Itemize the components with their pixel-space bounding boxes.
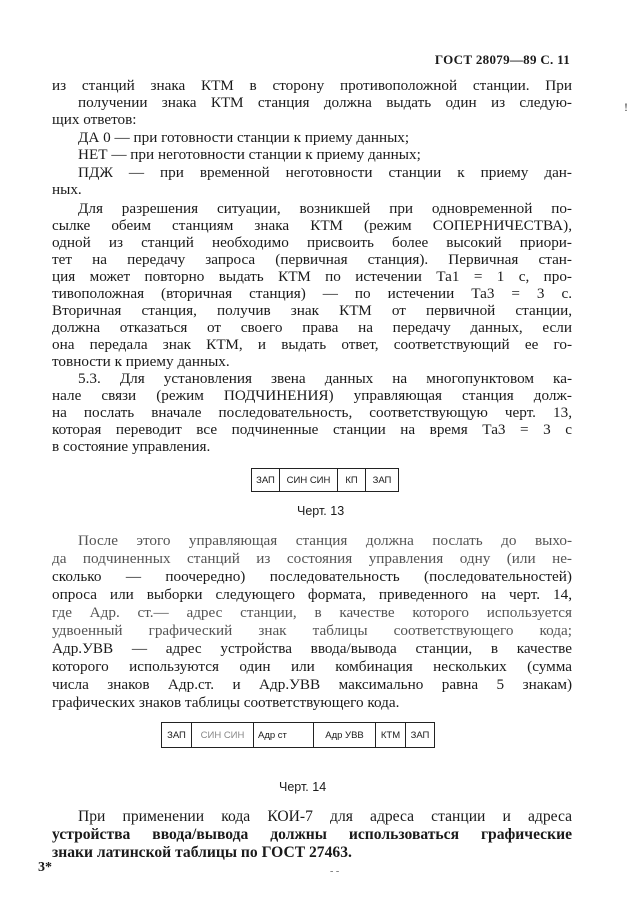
frame-cell-zap: ЗАП	[162, 723, 192, 747]
text-line: получении знака КТМ станция должна выдать один из следую-	[78, 94, 572, 111]
text-line: должна отказаться от своего права на передачу данных, если	[52, 319, 572, 336]
scan-artifact: - -	[330, 866, 340, 877]
text-line: на послать вначале последовательность, соответствующую черт. 13,	[52, 404, 572, 421]
frame-diagram-13	[251, 468, 399, 492]
text-line: сколько — поочередно) последовательность (последовательностей)	[52, 568, 572, 585]
text-line: устройства ввода/вывода должны использоваться графические	[52, 826, 572, 843]
margin-mark: !	[624, 100, 628, 114]
text-line: из станций знака КТМ в сторону противоположной станции. При	[52, 77, 572, 94]
figure-caption: Черт. 14	[279, 780, 327, 794]
text-line: она передала знак КТМ, и выдать ответ, соответствующий ее го-	[52, 336, 572, 353]
text-line: При применении кода КОИ-7 для адреса станции и адреса	[78, 808, 572, 825]
text-line: щих ответов:	[52, 111, 137, 128]
text-line: 5.3. Для установления звена данных на многопунктовом ка-	[78, 370, 572, 387]
text-line: знаки латинской таблицы по ГОСТ 27463.	[52, 844, 352, 861]
frame-cell-sin-sin: СИН СИН	[280, 469, 338, 491]
frame-cell-ktm: КТМ	[376, 723, 406, 747]
frame-cell-device-address: Адр УВВ	[314, 723, 376, 747]
frame-cell-zap: ЗАП	[252, 469, 280, 491]
text-line: тивоположная (вторичная станция) — по истечении Та3 = 3 с.	[52, 285, 572, 302]
frame-cell-zap: ЗАП	[410, 729, 430, 741]
frame-cell-zap: ЗАП	[372, 474, 392, 486]
figure-caption: Черт. 13	[297, 504, 345, 518]
text-line: графических знаков таблицы соответствующего кода.	[52, 694, 400, 711]
frame-cell-kp: КП	[338, 469, 366, 491]
text-line: ция может повторно выдать КТМ по истечении Та1 = 1 с, про-	[52, 268, 572, 285]
page-header: ГОСТ 28079—89 С. 11	[434, 52, 570, 67]
text-line: которая переводит все подчиненные станции на время Та3 = 3 с	[52, 421, 572, 438]
text-line: в состояние управления.	[52, 438, 211, 455]
text-line: нале связи (режим ПОДЧИНЕНИЯ) управляющая станция долж-	[52, 387, 572, 404]
text-line: где Адр. ст.— адрес станции, в качестве которого используется	[52, 604, 572, 621]
text-line: Адр.УВВ — адрес устройства ввода/вывода станции, в качестве	[52, 640, 572, 657]
answer-line: ПДЖ — при временной неготовности станции к приему дан-	[78, 164, 572, 181]
answer-line: ДА 0 — при готовности станции к приему данных;	[78, 129, 410, 146]
text-line: сылке обеим станциям знака КТМ (режим СОПЕРНИЧЕСТВА),	[52, 217, 572, 234]
page-number: 3*	[38, 860, 52, 875]
text-line: После этого управляющая станция должна послать до выхо-	[78, 532, 572, 549]
frame-cell-sin-sin: СИН СИН	[192, 723, 254, 747]
text-line: опроса или выборки следующего формата, приведенного на черт. 14,	[52, 586, 572, 603]
answer-line: НЕТ — при неготовности станции к приему данных;	[78, 146, 421, 163]
frame-diagram-14	[161, 722, 435, 748]
text-line: числа знаков Адр.ст. и Адр.УВВ максимально равна 5 знакам)	[52, 676, 572, 693]
text-line: удвоенный графический знак таблицы соответствующего кода;	[52, 622, 572, 639]
text-line: Для разрешения ситуации, возникшей при одновременной по-	[78, 200, 572, 217]
text-line: одной из станций необходимо присвоить более высокий приори-	[52, 234, 572, 251]
text-line: тет на передачу запроса (первичная станция). Первичная стан-	[52, 251, 572, 268]
text-line: да подчиненных станций из состояния управления одну (или не-	[52, 550, 572, 567]
answer-line: ных.	[52, 181, 82, 198]
text-line: Вторичная станция, получив знак КТМ от первичной станции,	[52, 302, 572, 319]
frame-cell-station-address: Адр ст	[254, 723, 314, 747]
text-line: которого используются один или комбинация нескольких (сумма	[52, 658, 572, 675]
text-line: товности к приему данных.	[52, 353, 230, 370]
